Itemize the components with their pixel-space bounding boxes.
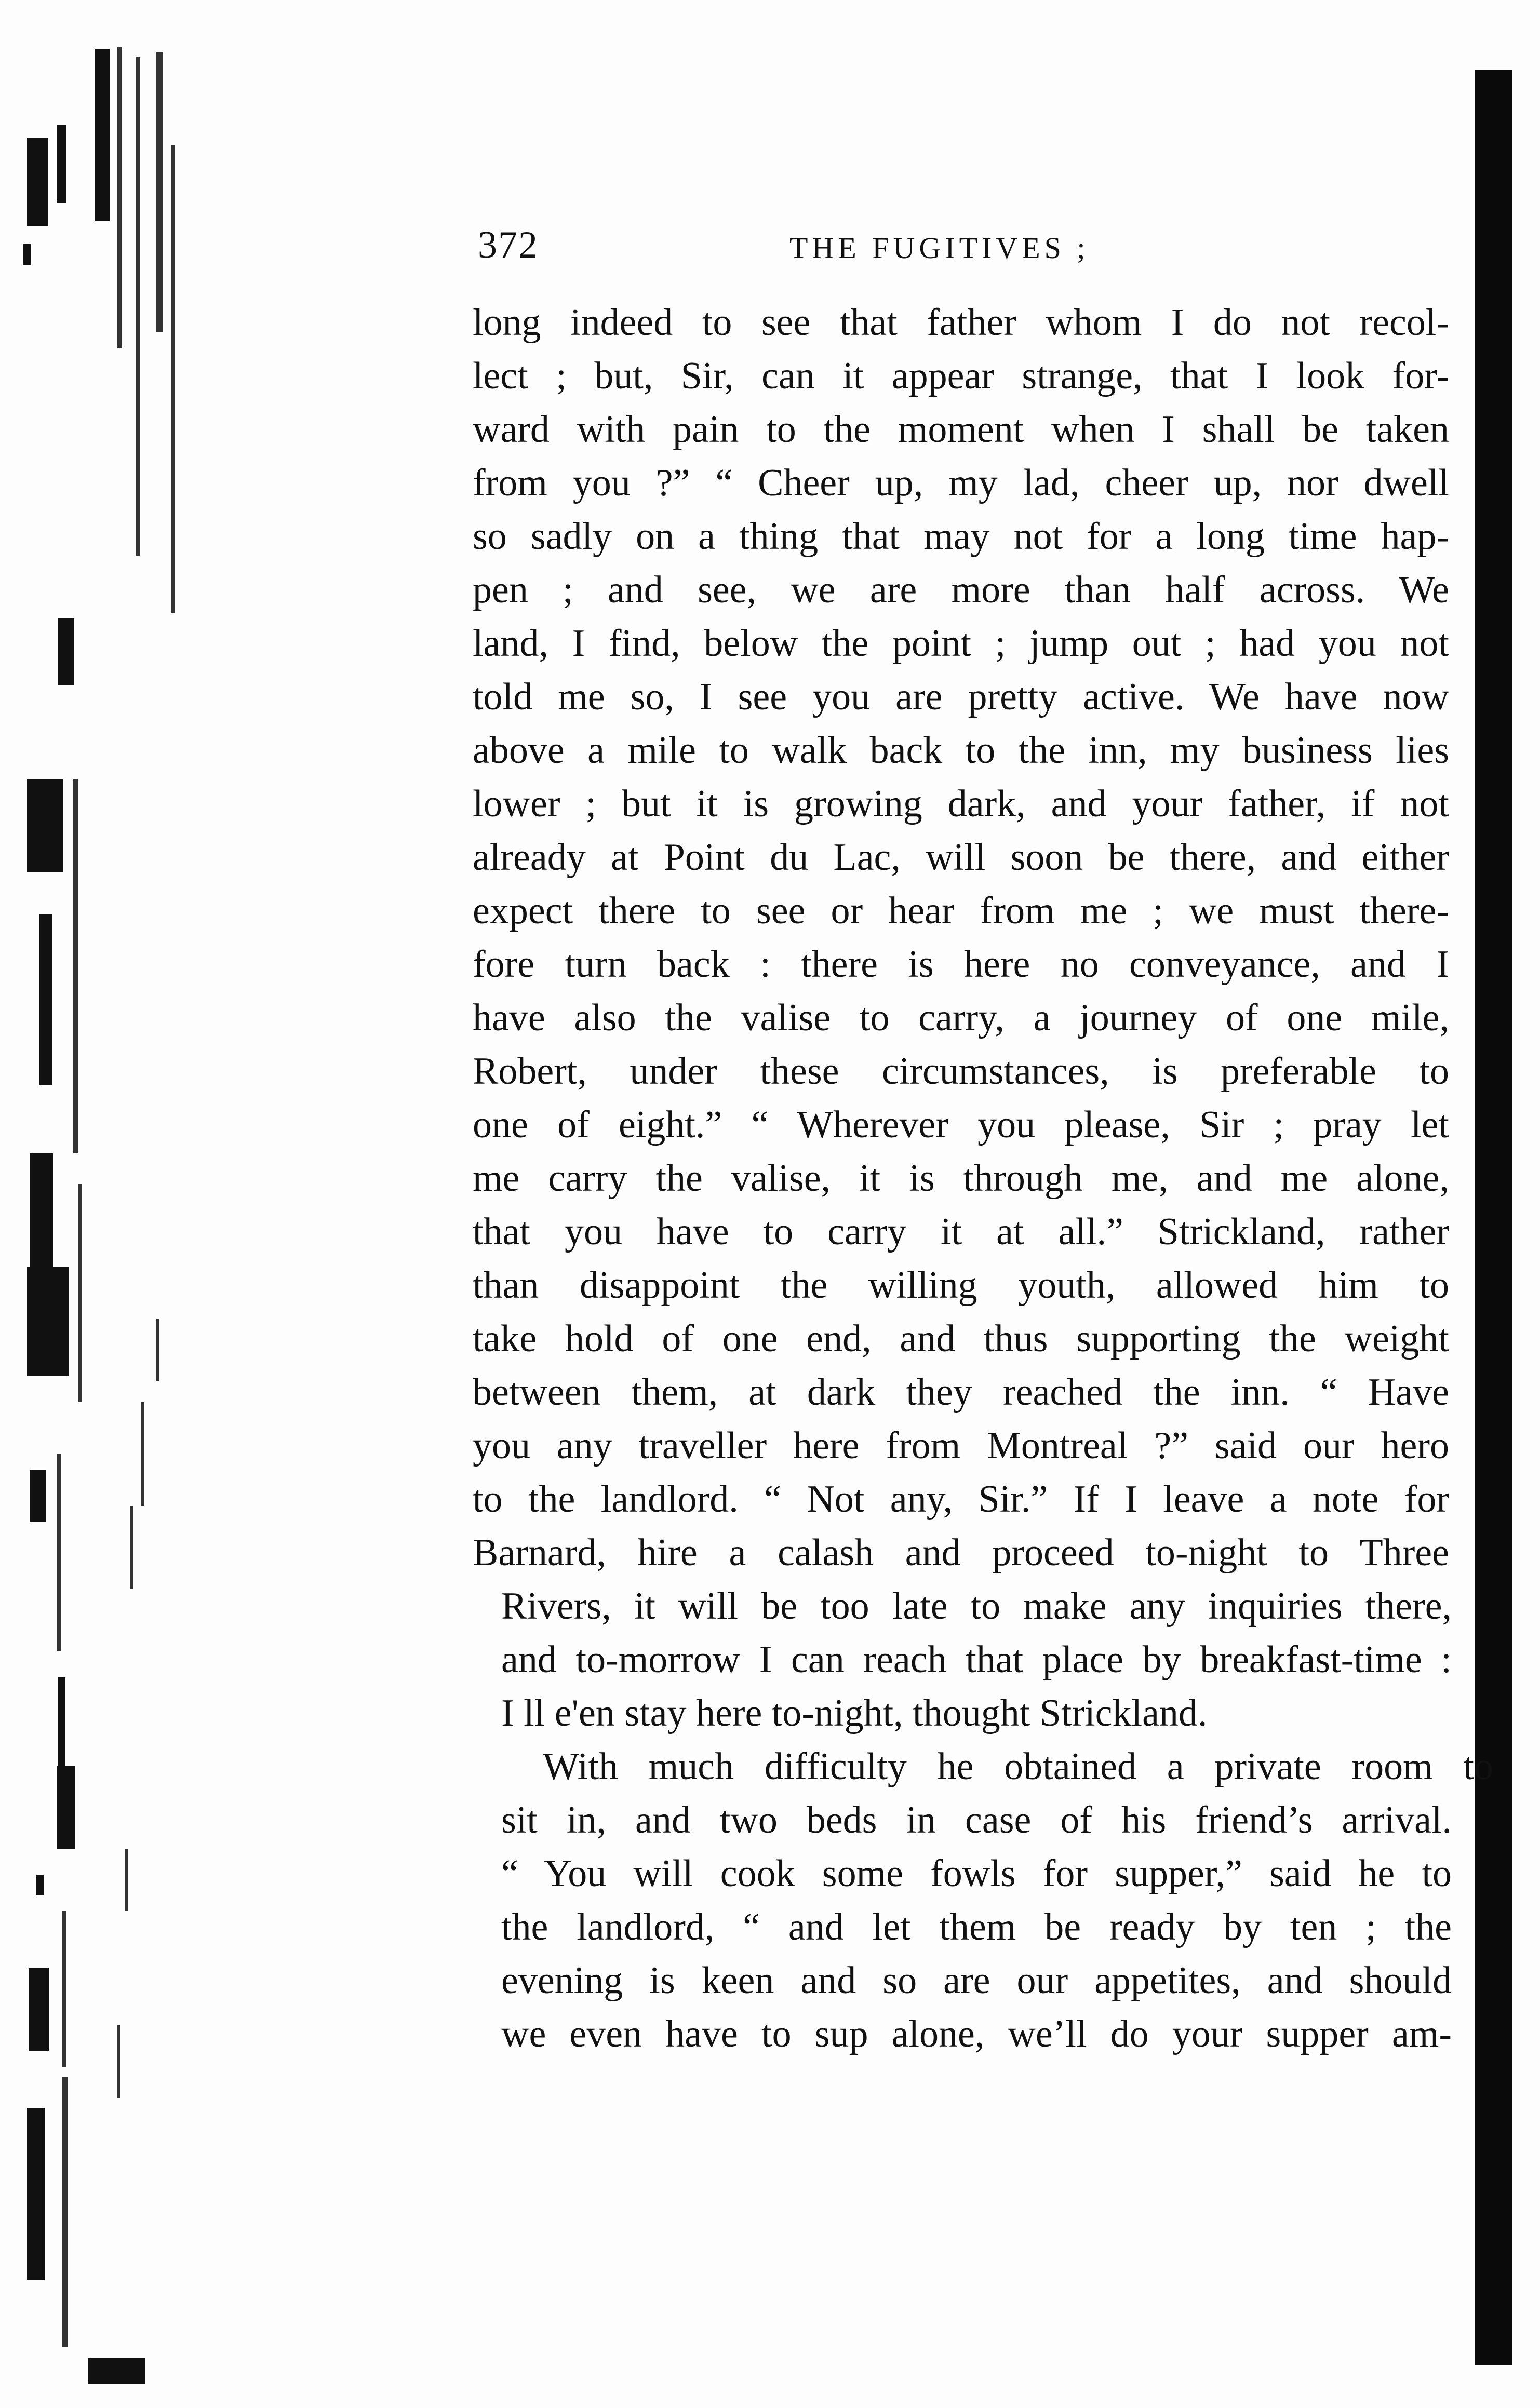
text-line: “ You will cook some fowls for supper,” said he to — [501, 1852, 1452, 1895]
paragraph-start-line: With much difficulty he obtained a private room to — [543, 1745, 1493, 1788]
text-line: Barnard, hire a calash and proceed to-night to Three — [473, 1531, 1449, 1574]
text-line: expect there to see or hear from me ; we must there- — [473, 890, 1449, 932]
text-line: one of eight.” “ Wherever you please, Sir ; pray let — [473, 1104, 1449, 1146]
text-line: ward with pain to the moment when I shall be taken — [473, 408, 1449, 451]
page-header — [478, 223, 1465, 280]
text-line: I ll e'en stay here to-night, thought Strickland. — [501, 1692, 1208, 1734]
text-line: lect ; but, Sir, can it appear strange, that I look for- — [473, 355, 1449, 397]
text-line: above a mile to walk back to the inn, my business lies — [473, 729, 1449, 772]
text-line: long indeed to see that father whom I do not recol- — [473, 301, 1449, 344]
text-line: you any traveller here from Montreal ?” said our hero — [473, 1424, 1449, 1467]
text-line: Rivers, it will be too late to make any inquiries there, — [501, 1585, 1452, 1627]
text-line: and to-morrow I can reach that place by breakfast-time : — [501, 1638, 1452, 1681]
text-line: already at Point du Lac, will soon be there, and either — [473, 836, 1449, 879]
text-line: me carry the valise, it is through me, and me alone, — [473, 1157, 1449, 1200]
scan-gutter-artifacts — [0, 0, 291, 2408]
text-line: Robert, under these circumstances, is preferable to — [473, 1050, 1449, 1093]
text-line: pen ; and see, we are more than half across. We — [473, 569, 1449, 611]
body-text — [473, 296, 1493, 2061]
text-line: land, I find, below the point ; jump out ; had you not — [473, 622, 1449, 665]
text-line: to the landlord. “ Not any, Sir.” If I leave a note for — [473, 1478, 1449, 1521]
text-line: fore turn back : there is here no conveyance, and I — [473, 943, 1449, 986]
text-line: sit in, and two beds in case of his friend’s arrival. — [501, 1799, 1452, 1841]
text-line: told me so, I see you are pretty active. We have now — [473, 676, 1449, 718]
page-number: 372 — [478, 224, 539, 266]
text-line: we even have to sup alone, we’ll do your supper am- — [501, 2013, 1452, 2055]
text-line: have also the valise to carry, a journey of one mile, — [473, 997, 1449, 1039]
text-line: so sadly on a thing that may not for a long time hap- — [473, 515, 1449, 558]
text-line: lower ; but it is growing dark, and your father, if not — [473, 783, 1449, 825]
text-line: evening is keen and so are our appetites, and should — [501, 1959, 1452, 2002]
scan-right-edge-bar — [1475, 70, 1512, 2365]
text-line: that you have to carry it at all.” Strickland, rather — [473, 1210, 1449, 1253]
text-line: the landlord, “ and let them be ready by ten ; the — [501, 1906, 1452, 1948]
running-head: THE FUGITIVES ; — [789, 231, 1090, 265]
text-line: take hold of one end, and thus supporting the weight — [473, 1317, 1449, 1360]
text-line: than disappoint the willing youth, allowed him to — [473, 1264, 1449, 1307]
text-line: from you ?” “ Cheer up, my lad, cheer up, nor dwell — [473, 462, 1449, 504]
text-line: between them, at dark they reached the inn. “ Have — [473, 1371, 1449, 1414]
